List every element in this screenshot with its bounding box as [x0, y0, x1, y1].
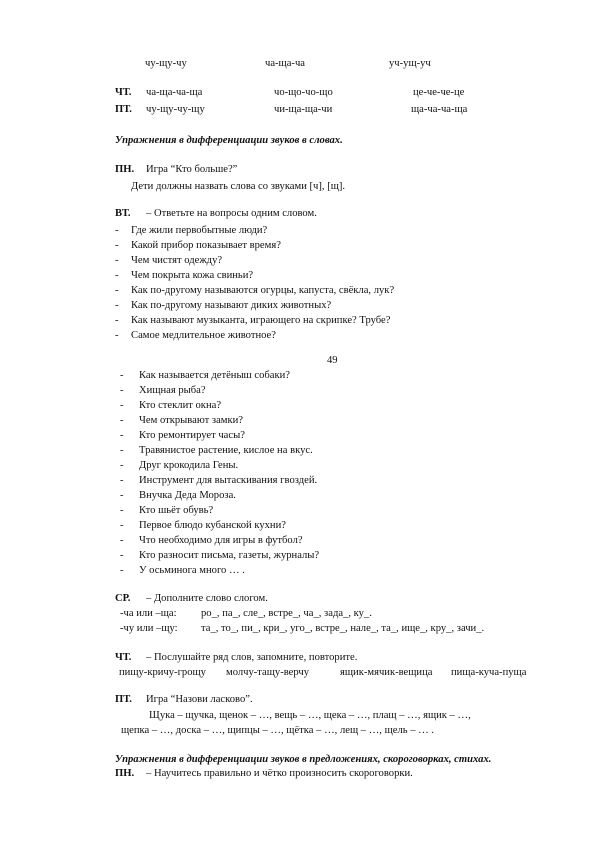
- day-tag: ЧТ.: [115, 87, 132, 98]
- syllable-label: -чу или –щу:: [120, 623, 178, 634]
- syllable-cell: чу-щу-чу-щу: [146, 104, 205, 115]
- task-title: – Научитесь правильно и чётко произносить скороговорки.: [146, 768, 413, 779]
- day-tag: СР.: [115, 593, 131, 604]
- word-group: ящик-мячик-вещица: [340, 667, 433, 678]
- section-heading: Упражнения в дифференциации звуков в предложениях, скороговорках, стихах.: [115, 754, 492, 765]
- exercise-line: Щука – щучка, щенок – …, вещь – …, щека – …, плащ – …, ящик – …,: [149, 710, 471, 721]
- page-number: 49: [327, 355, 338, 366]
- game-title: Игра “Кто больше?”: [146, 164, 238, 175]
- exercise-line: щепка – …, доска – …, щипцы – …, щётка – …, лещ – …, щель – … .: [121, 725, 435, 736]
- word-group: пища-куча-пуща: [451, 667, 527, 678]
- syllable-cell: чо-що-чо-що: [274, 87, 333, 98]
- syllable-cell: ча-ща-ча-ща: [146, 87, 203, 98]
- task-title: – Послушайте ряд слов, запомните, повторите.: [146, 652, 358, 663]
- syllable-label: -ча или –ща:: [120, 608, 177, 619]
- instruction-text: Дети должны назвать слова со звуками [ч], [щ].: [131, 181, 346, 192]
- word-group: молчу-тащу-верчу: [226, 667, 310, 678]
- day-tag: ЧТ.: [115, 652, 132, 663]
- syllable-cell: уч-ущ-уч: [389, 58, 431, 69]
- day-tag: ПН.: [115, 164, 135, 175]
- syllable-cell: чи-ща-ща-чи: [274, 104, 333, 115]
- task-title: – Ответьте на вопросы одним словом.: [146, 208, 317, 219]
- task-title: – Дополните слово слогом.: [146, 593, 268, 604]
- day-tag: ПТ.: [115, 104, 132, 115]
- syllable-cell: це-че-че-це: [413, 87, 465, 98]
- game-title: Игра “Назови ласково”.: [146, 694, 253, 705]
- syllable-cell: ща-ча-ча-ща: [411, 104, 468, 115]
- word-group: пищу-кричу-грощу: [119, 667, 206, 678]
- syllable-cell: ча-ща-ча: [265, 58, 305, 69]
- fill-in-words: ро_, па_, сле_, встре_, ча_, зада_, ку_.: [201, 608, 372, 619]
- fill-in-words: та_, то_, пи_, кри_, уго_, встре_, нале_, та_, ище_, кру_, зачи_.: [201, 623, 485, 634]
- day-tag: ПТ.: [115, 694, 132, 705]
- syllable-cell: чу-щу-чу: [145, 58, 187, 69]
- day-tag: ПН.: [115, 768, 135, 779]
- section-heading: Упражнения в дифференциации звуков в словах.: [115, 135, 343, 146]
- day-tag: ВТ.: [115, 208, 131, 219]
